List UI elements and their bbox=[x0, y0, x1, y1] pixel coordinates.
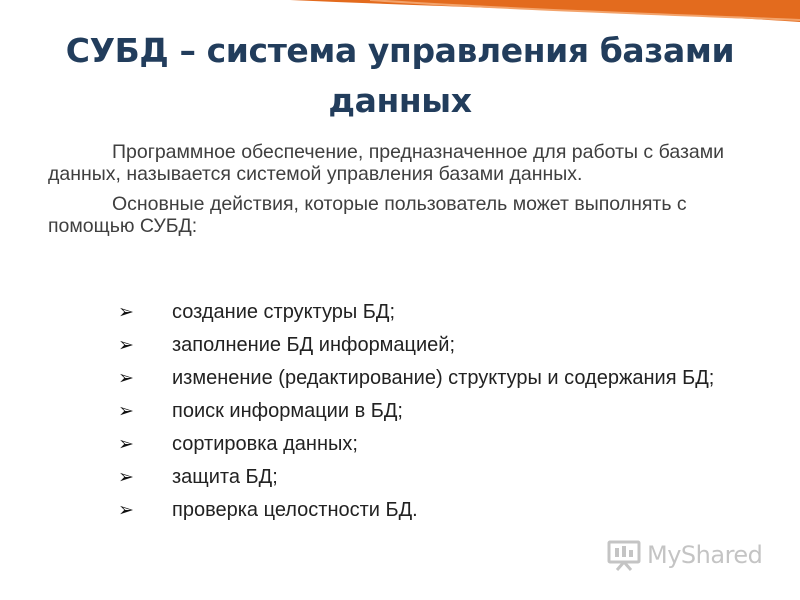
actions-list bbox=[116, 296, 796, 527]
arrow-bullet-icon: ➢ bbox=[118, 335, 134, 356]
body-text bbox=[48, 141, 748, 245]
list-item-text: проверка целостности БД. bbox=[172, 499, 418, 521]
list-item-text: заполнение БД информацией; bbox=[172, 334, 456, 356]
list-item-text: защита БД; bbox=[172, 466, 278, 488]
list-item bbox=[116, 362, 796, 395]
list-item-text: поиск информации в БД; bbox=[172, 400, 403, 422]
list-item bbox=[116, 329, 796, 362]
list-item-text: создание структуры БД; bbox=[172, 301, 396, 323]
arrow-bullet-icon: ➢ bbox=[118, 401, 134, 422]
arrow-bullet-icon: ➢ bbox=[118, 434, 134, 455]
paragraph-definition: Программное обеспечение, предназначенное для работы с базами данных, называется системой управления базами данных. bbox=[48, 141, 725, 185]
arrow-bullet-icon: ➢ bbox=[118, 302, 134, 323]
presentation-board-icon bbox=[607, 539, 641, 571]
list-item bbox=[116, 461, 796, 494]
arrow-bullet-icon: ➢ bbox=[118, 368, 134, 389]
arrow-bullet-icon: ➢ bbox=[118, 467, 134, 488]
list-item bbox=[116, 428, 796, 461]
watermark bbox=[607, 537, 767, 573]
arrow-bullet-icon: ➢ bbox=[118, 500, 134, 521]
list-item bbox=[116, 494, 796, 527]
slide-title: СУБД – система управления базами данных bbox=[65, 31, 735, 120]
list-item bbox=[116, 395, 796, 428]
list-item-text: сортировка данных; bbox=[172, 433, 358, 455]
paragraph-actions-intro: Основные действия, которые пользователь может выполнять с помощью СУБД: bbox=[48, 193, 687, 237]
watermark-text: MyShared bbox=[647, 541, 763, 569]
list-item-text: изменение (редактирование) структуры и содержания БД; bbox=[172, 367, 715, 389]
list-item bbox=[116, 296, 796, 329]
